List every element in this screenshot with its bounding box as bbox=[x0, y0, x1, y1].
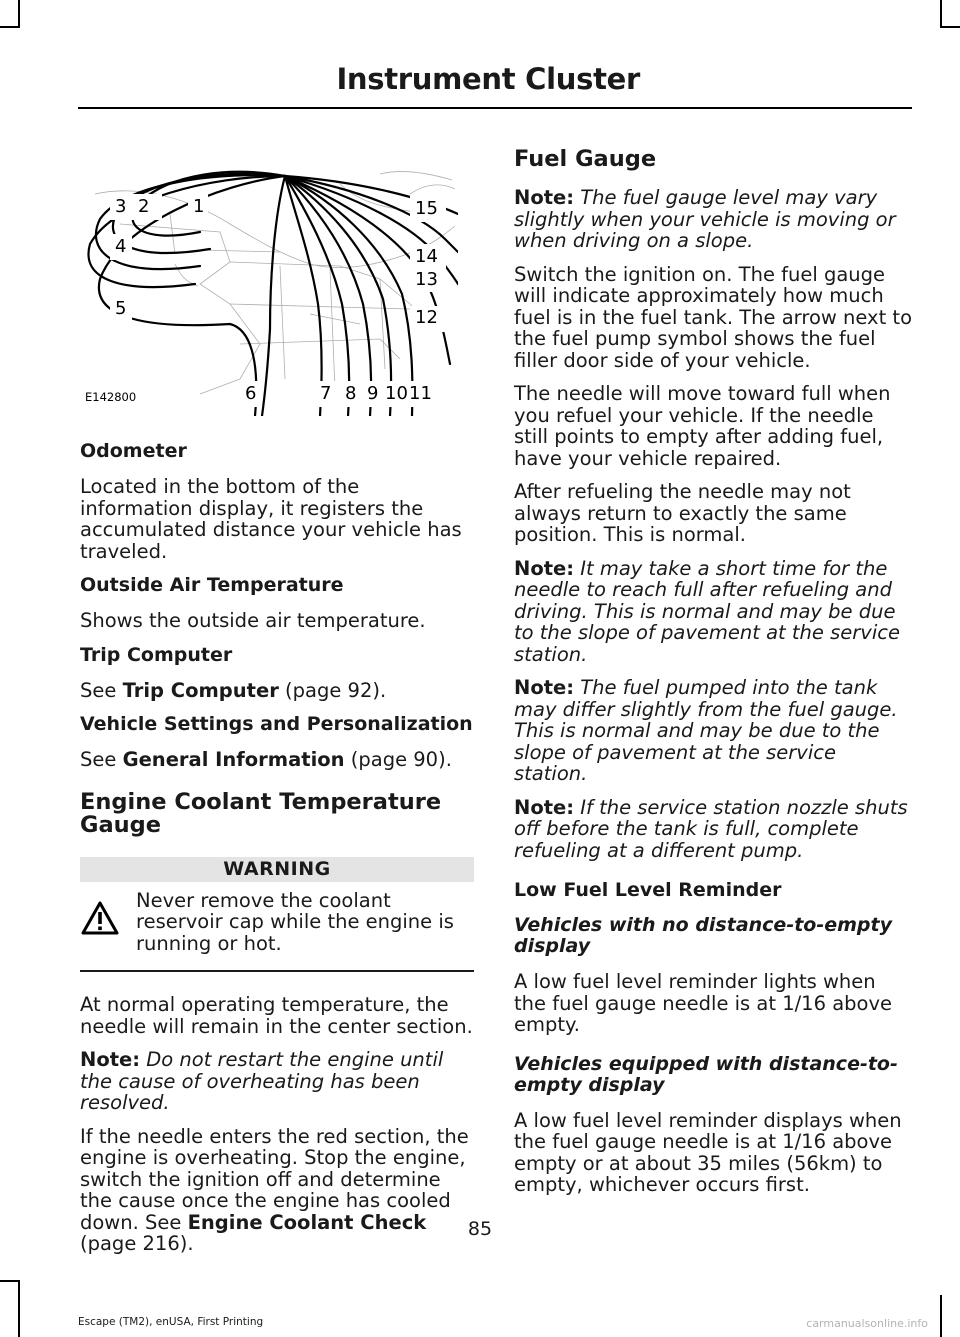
general-information-link[interactable]: General Information bbox=[122, 748, 345, 771]
zone-map-illustration bbox=[80, 154, 458, 416]
fuel-paragraph-2: The needle will move toward full when you refuel your vehicle. If the needle still points to empty after adding fuel, have your vehicle repaired. bbox=[514, 382, 891, 470]
note-label: Note: bbox=[514, 795, 575, 819]
callout-8: 8 bbox=[345, 383, 357, 404]
right-column bbox=[514, 148, 912, 1208]
note-text: Do not restart the engine until the cause of overheating has been resolved. bbox=[80, 1048, 444, 1114]
vehicle-settings-heading: Vehicle Settings and Personalization bbox=[80, 713, 473, 735]
see-text: See bbox=[80, 678, 123, 702]
callout-15: 15 bbox=[415, 198, 438, 219]
page-reference: (page 92). bbox=[278, 678, 387, 702]
trip-computer-link[interactable]: Trip Computer bbox=[122, 678, 279, 702]
note-label: Note: bbox=[514, 556, 575, 580]
warning-text: Never remove the coolant reservoir cap while the engine is running or hot. bbox=[136, 888, 454, 955]
see-text: See bbox=[80, 748, 123, 771]
trip-computer-reference bbox=[80, 680, 474, 702]
outside-air-body: Shows the outside air temperature. bbox=[80, 609, 426, 632]
crop-mark bbox=[940, 26, 960, 28]
crop-mark bbox=[18, 1280, 20, 1337]
left-column bbox=[80, 140, 474, 1267]
odometer-body: Located in the bottom of the information display, it registers the accumulated distance your vehicle has traveled. bbox=[80, 475, 462, 563]
warning-triangle-icon bbox=[80, 890, 132, 941]
warning-label: WARNING bbox=[80, 857, 474, 882]
note-label: Note: bbox=[514, 186, 575, 209]
low-fuel-paragraph-1: A low fuel level reminder lights when the fuel gauge needle is at 1/16 above empty. bbox=[514, 970, 892, 1036]
fuel-paragraph-3: After refueling the needle may not always return to exactly the same position. This is normal. bbox=[514, 480, 851, 546]
low-fuel-heading: Low Fuel Level Reminder bbox=[514, 879, 782, 901]
coolant-paragraph-2-text: If the needle enters the red section, the engine is overheating. Stop the engine, switch the ignition off and determine the cause once the engine has cooled down. See bbox=[80, 1124, 469, 1234]
callout-11: 11 bbox=[409, 383, 432, 404]
callout-5: 5 bbox=[115, 298, 127, 319]
callout-13: 13 bbox=[415, 269, 438, 290]
header-divider bbox=[78, 107, 912, 109]
outside-air-heading: Outside Air Temperature bbox=[80, 574, 344, 596]
engine-coolant-check-link[interactable]: Engine Coolant Check bbox=[187, 1210, 427, 1234]
callout-2: 2 bbox=[138, 196, 150, 217]
coolant-gauge-heading: Engine Coolant Temperature Gauge bbox=[80, 788, 442, 838]
warning-box bbox=[80, 857, 474, 973]
callout-6: 6 bbox=[245, 383, 257, 404]
page-title: Instrument Cluster bbox=[336, 62, 640, 96]
low-fuel-paragraph-2: A low fuel level reminder displays when the fuel gauge needle is at 1/16 above empty or at about 35 miles (56km) to empty, whichever occurs first. bbox=[514, 1108, 902, 1196]
edition-footer: Escape (TM2), enUSA, First Printing bbox=[78, 1316, 264, 1328]
callout-12: 12 bbox=[415, 307, 438, 328]
crop-mark bbox=[940, 0, 942, 28]
no-dte-subheading: Vehicles with no distance-to-empty display bbox=[514, 914, 892, 957]
note-text: If the service station nozzle shuts off before the tank is full, complete refueling at a different pump. bbox=[514, 795, 908, 862]
vehicle-settings-reference bbox=[80, 749, 474, 771]
figure-code: E142800 bbox=[85, 389, 137, 404]
callout-14: 14 bbox=[415, 246, 438, 267]
note-label: Note: bbox=[80, 1048, 141, 1071]
fuel-note-3 bbox=[514, 677, 912, 785]
callout-1: 1 bbox=[193, 196, 205, 217]
callout-7: 7 bbox=[320, 383, 332, 404]
crop-mark bbox=[940, 1295, 942, 1337]
fuel-gauge-heading: Fuel Gauge bbox=[514, 146, 657, 172]
dte-subheading: Vehicles equipped with distance-to-empty display bbox=[514, 1052, 898, 1096]
trip-computer-heading: Trip Computer bbox=[80, 643, 233, 666]
note-text: The fuel pumped into the tank may differ slightly from the fuel gauge. This is normal and may be due to the slope of pavement at the service station. bbox=[514, 676, 898, 785]
crop-mark bbox=[0, 1280, 20, 1282]
page-reference: (page 216). bbox=[80, 1232, 194, 1255]
crop-mark bbox=[18, 0, 20, 28]
coolant-paragraph-1: At normal operating temperature, the needle will remain in the center section. bbox=[80, 993, 473, 1038]
coolant-note bbox=[80, 1049, 474, 1114]
callout-3: 3 bbox=[115, 196, 127, 217]
fuel-note-2 bbox=[514, 558, 912, 666]
zone-map-figure bbox=[80, 154, 458, 416]
page-reference: (page 90). bbox=[344, 748, 452, 771]
fuel-note-1 bbox=[514, 187, 912, 252]
callout-9: 9 bbox=[367, 383, 379, 404]
note-label: Note: bbox=[514, 676, 575, 699]
callout-10: 10 bbox=[385, 383, 408, 404]
page-number: 85 bbox=[467, 1218, 493, 1240]
note-text: The fuel gauge level may vary slightly when your vehicle is moving or when driving on a slope. bbox=[514, 186, 896, 252]
fuel-paragraph-1: Switch the ignition on. The fuel gauge will indicate approximately how much fuel is in the fuel tank. The arrow next to the fuel pump symbol shows the fuel filler door side of your vehicle. bbox=[514, 262, 912, 372]
odometer-heading: Odometer bbox=[80, 440, 187, 462]
watermark: carmanualsonline.info bbox=[806, 1317, 928, 1330]
callout-4: 4 bbox=[115, 236, 127, 257]
fuel-note-4 bbox=[514, 797, 912, 862]
note-text: It may take a short time for the needle to reach full after refueling and driving. This is normal and may be due to the slope of pavement at the service station. bbox=[514, 556, 900, 666]
crop-mark bbox=[0, 26, 20, 28]
